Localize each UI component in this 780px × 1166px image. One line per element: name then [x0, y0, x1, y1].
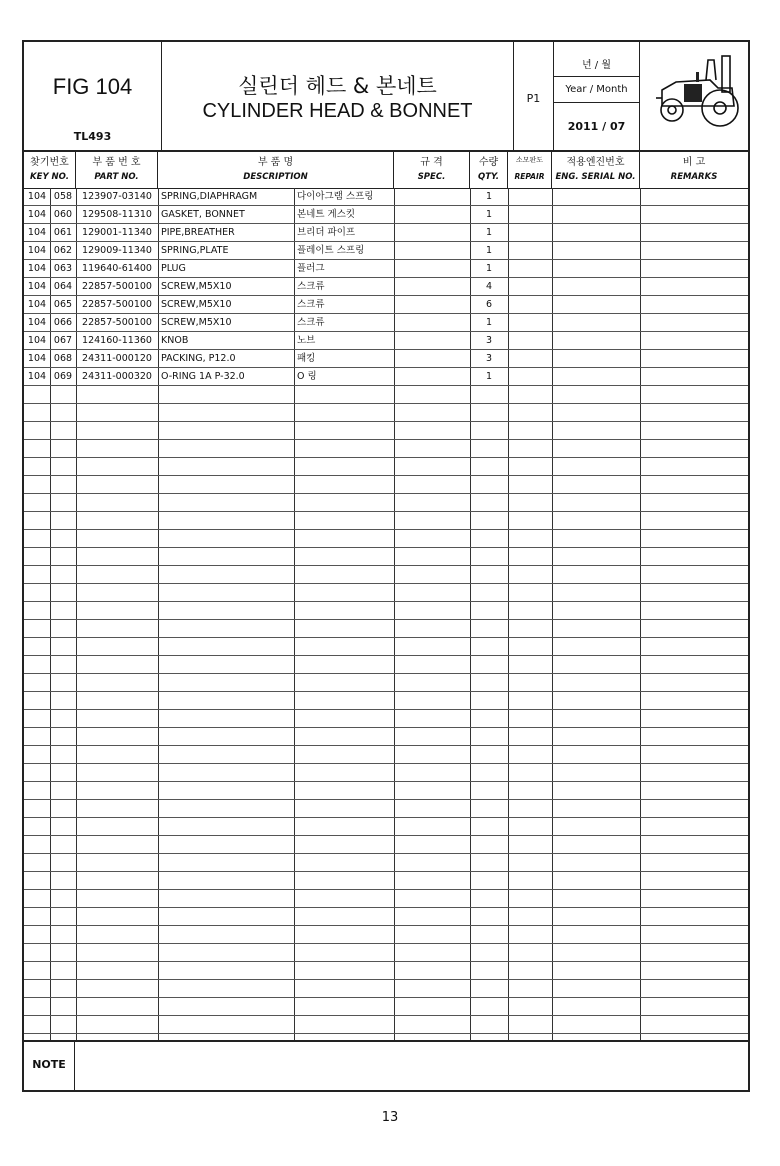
empty-row [24, 620, 748, 638]
title-english: CYLINDER HEAD & BONNET [202, 100, 473, 122]
note-label: NOTE [24, 1040, 75, 1090]
cell-qty: 1 [485, 371, 493, 382]
empty-row [24, 746, 748, 764]
empty-row [24, 602, 748, 620]
cell-fig: 104 [27, 209, 47, 220]
empty-row [24, 440, 748, 458]
cell-fig: 104 [27, 335, 47, 346]
cell-desc-en: SCREW,M5X10 [161, 281, 232, 292]
col-spec: 규 격 SPEC. [394, 150, 470, 188]
table-row [24, 206, 748, 224]
cell-qty: 1 [485, 317, 493, 328]
date-label-english: Year / Month [565, 84, 628, 95]
cell-desc-en: GASKET, BONNET [161, 209, 245, 220]
cell-key: 067 [53, 335, 73, 346]
empty-row [24, 872, 748, 890]
cell-desc-kr: 스크류 [297, 299, 325, 310]
empty-row [24, 728, 748, 746]
empty-row [24, 638, 748, 656]
cell-desc-kr: 다이아그램 스프링 [297, 191, 374, 202]
empty-row [24, 566, 748, 584]
cell-part: 24311-000120 [82, 353, 152, 364]
empty-row [24, 458, 748, 476]
tractor-icon-cell [640, 42, 748, 150]
empty-row [24, 494, 748, 512]
table-row [24, 278, 748, 296]
empty-row [24, 512, 748, 530]
cell-fig: 104 [27, 191, 47, 202]
model-code: TL493 [73, 130, 112, 143]
cell-desc-en: KNOB [161, 335, 189, 346]
empty-row [24, 764, 748, 782]
empty-row [24, 962, 748, 980]
page-cell [514, 42, 554, 150]
cell-qty: 1 [485, 245, 493, 256]
cell-desc-kr: O 링 [297, 371, 317, 382]
cell-fig: 104 [27, 317, 47, 328]
cell-key: 069 [53, 371, 73, 382]
empty-row [24, 854, 748, 872]
empty-row [24, 782, 748, 800]
table-row [24, 188, 748, 206]
empty-row [24, 530, 748, 548]
cell-fig: 104 [27, 263, 47, 274]
empty-row [24, 836, 748, 854]
cell-desc-kr: 스크류 [297, 281, 325, 292]
empty-row [24, 800, 748, 818]
col-repair: 소모판도 REPAIR [508, 150, 552, 188]
cell-desc-kr: 플러그 [297, 263, 325, 274]
column-header [24, 150, 748, 189]
figure-cell [24, 42, 162, 150]
empty-row [24, 1016, 748, 1034]
empty-row [24, 818, 748, 836]
cell-desc-en: O-RING 1A P-32.0 [161, 371, 245, 382]
empty-row [24, 710, 748, 728]
date-value: 2011 / 07 [567, 120, 626, 133]
cell-part: 129508-11310 [82, 209, 152, 220]
empty-row [24, 908, 748, 926]
cell-qty: 4 [485, 281, 493, 292]
cell-desc-en: PACKING, P12.0 [161, 353, 236, 364]
cell-part: 124160-11360 [82, 335, 152, 346]
tractor-icon [648, 50, 744, 138]
cell-desc-en: PIPE,BREATHER [161, 227, 235, 238]
cell-qty: 3 [485, 353, 493, 364]
cell-qty: 1 [485, 209, 493, 220]
cell-desc-kr: 스크류 [297, 317, 325, 328]
col-qty: 수량 QTY. [470, 150, 508, 188]
col-remarks: 비 고 REMARKS [670, 157, 718, 182]
cell-fig: 104 [27, 227, 47, 238]
table-row [24, 296, 748, 314]
cell-qty: 1 [485, 227, 493, 238]
cell-fig: 104 [27, 299, 47, 310]
cell-qty: 3 [485, 335, 493, 346]
cell-key: 063 [53, 263, 73, 274]
empty-row [24, 422, 748, 440]
cell-desc-kr: 노브 [297, 335, 316, 346]
cell-key: 065 [53, 299, 73, 310]
note-area [24, 1040, 748, 1090]
title-korean: 실린더 헤드 & 본네트 [238, 74, 437, 98]
empty-row [24, 584, 748, 602]
empty-row [24, 944, 748, 962]
parts-table-body [24, 188, 748, 1042]
table-row [24, 368, 748, 386]
cell-desc-kr: 본네트 게스킷 [297, 209, 356, 220]
date-label-korean: 년 / 월 [581, 60, 612, 71]
empty-row [24, 548, 748, 566]
cell-part: 129001-11340 [82, 227, 152, 238]
cell-key: 066 [53, 317, 73, 328]
empty-row [24, 656, 748, 674]
page-number: 13 [381, 1110, 399, 1125]
title-cell [162, 42, 514, 150]
empty-row [24, 890, 748, 908]
cell-part: 24311-000320 [82, 371, 152, 382]
cell-part: 22857-500100 [82, 299, 152, 310]
table-row [24, 224, 748, 242]
cell-desc-en: PLUG [161, 263, 186, 274]
cell-fig: 104 [27, 353, 47, 364]
cell-key: 058 [53, 191, 73, 202]
date-cell [554, 42, 640, 150]
col-description: 부 품 명 DESCRIPTION [158, 150, 394, 188]
empty-row [24, 692, 748, 710]
cell-qty: 6 [485, 299, 493, 310]
empty-row [24, 476, 748, 494]
cell-part: 123907-03140 [82, 191, 152, 202]
cell-qty: 1 [485, 263, 493, 274]
cell-part: 129009-11340 [82, 245, 152, 256]
cell-part: 119640-61400 [82, 263, 152, 274]
empty-row [24, 404, 748, 422]
col-key-no: 찾기번호 KEY NO. [24, 150, 76, 188]
table-row [24, 332, 748, 350]
cell-key: 060 [53, 209, 73, 220]
cell-fig: 104 [27, 371, 47, 382]
empty-row [24, 674, 748, 692]
page-code: P1 [526, 92, 541, 105]
cell-qty: 1 [485, 191, 493, 202]
empty-row [24, 386, 748, 404]
empty-row [24, 998, 748, 1016]
table-row [24, 260, 748, 278]
cell-desc-kr: 플레이트 스프링 [297, 245, 365, 256]
cell-desc-en: SCREW,M5X10 [161, 299, 232, 310]
cell-fig: 104 [27, 245, 47, 256]
cell-desc-kr: 브리더 파이프 [297, 227, 356, 238]
cell-desc-en: SPRING,PLATE [161, 245, 229, 256]
cell-key: 068 [53, 353, 73, 364]
col-part-no: 부 품 번 호 PART NO. [76, 150, 158, 188]
cell-key: 064 [53, 281, 73, 292]
cell-key: 062 [53, 245, 73, 256]
table-row [24, 242, 748, 260]
cell-part: 22857-500100 [82, 281, 152, 292]
parts-sheet [22, 40, 750, 1092]
table-row [24, 314, 748, 332]
empty-row [24, 980, 748, 998]
col-eng-serial: 적용엔진번호 ENG. SERIAL NO. [552, 150, 640, 188]
sheet-header [24, 42, 748, 152]
table-row [24, 350, 748, 368]
cell-part: 22857-500100 [82, 317, 152, 328]
cell-desc-en: SPRING,DIAPHRAGM [161, 191, 258, 202]
cell-fig: 104 [27, 281, 47, 292]
cell-desc-en: SCREW,M5X10 [161, 317, 232, 328]
cell-desc-kr: 패킹 [297, 353, 316, 364]
figure-number: FIG 104 [52, 74, 133, 99]
empty-row [24, 926, 748, 944]
cell-key: 061 [53, 227, 73, 238]
